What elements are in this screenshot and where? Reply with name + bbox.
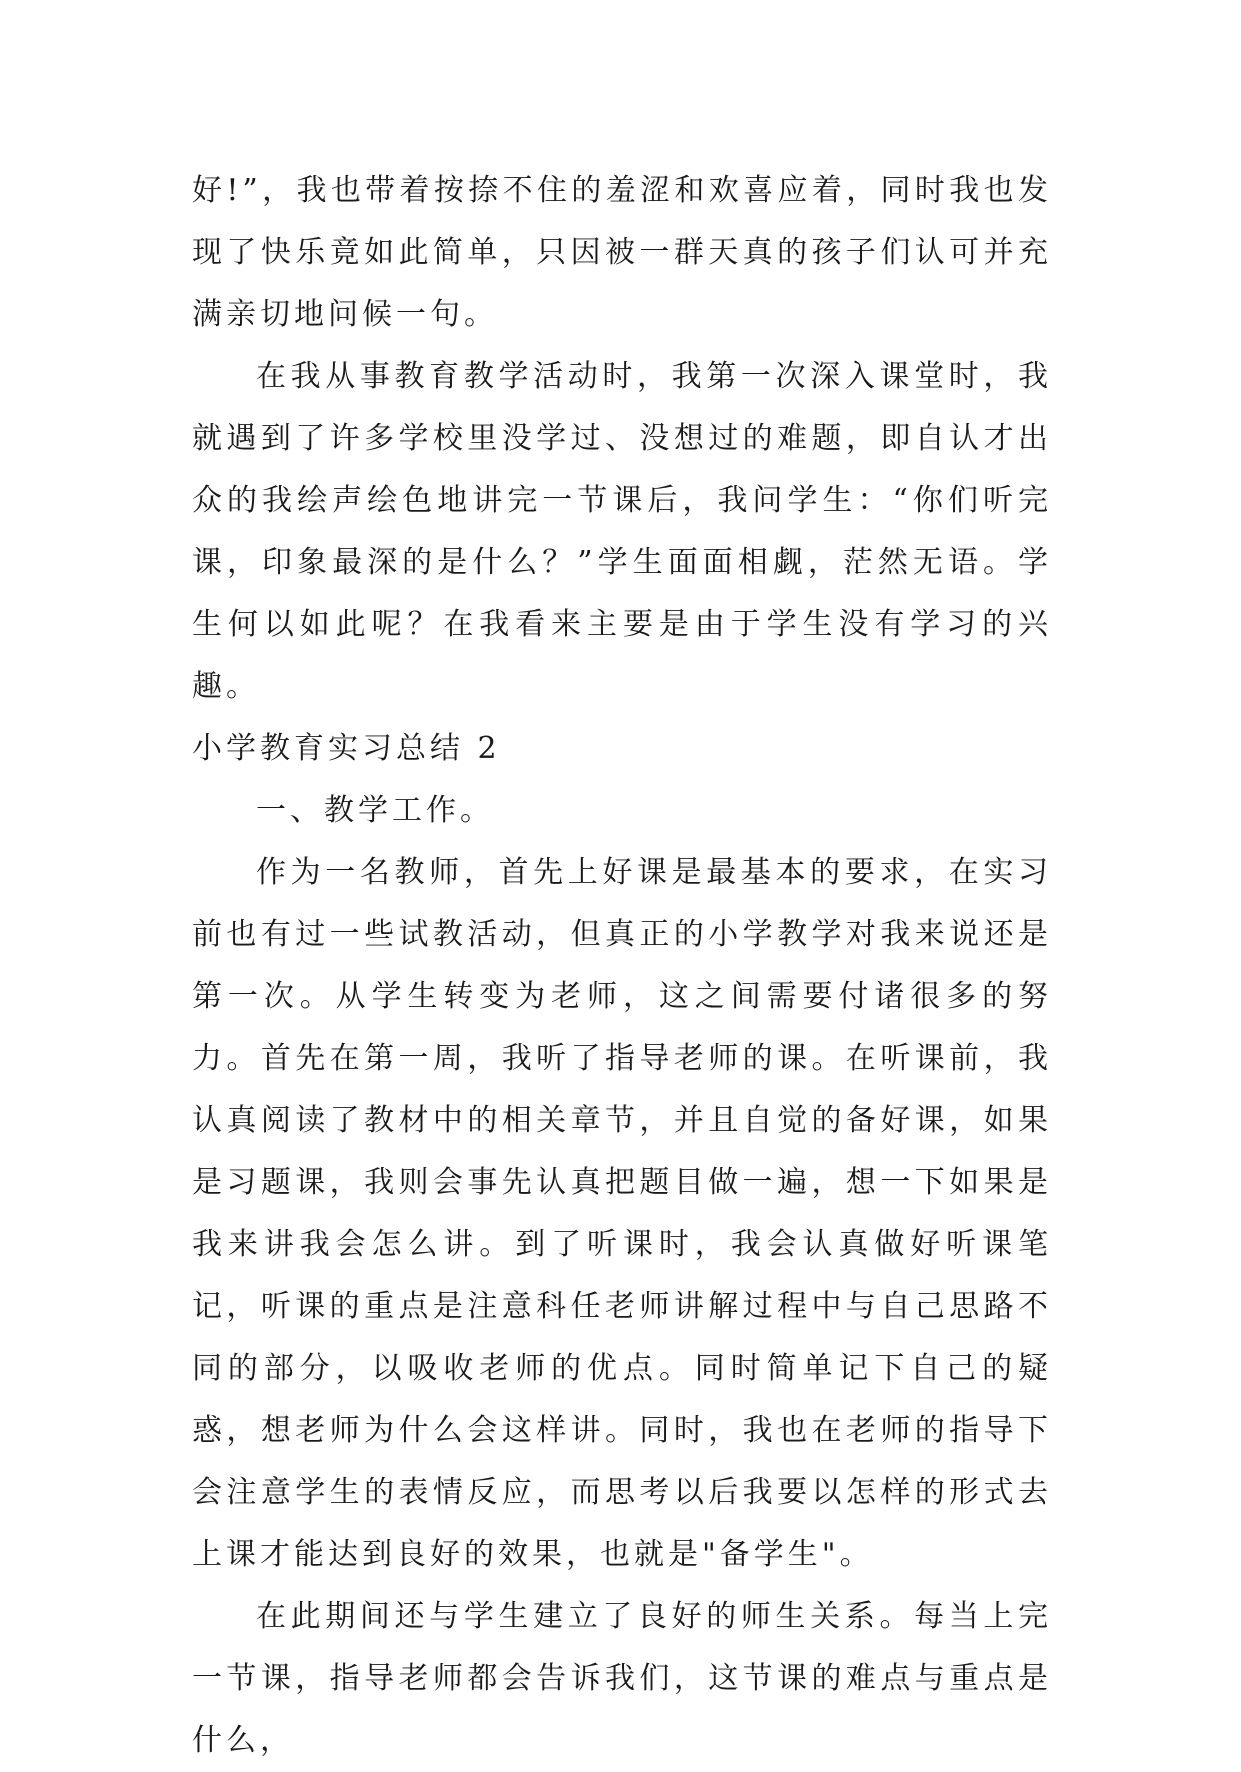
paragraph-classroom-difficulty: 在我从事教育教学活动时，我第一次深入课堂时，我就遇到了许多学校里没学过、没想过的难题，即自认才出众的我绘声绘色地讲完一节课后，我问学生：“你们听完课，印象最深的是什么？”学生面面相觑，茫然无语。学生何以如此呢？在我看来主要是由于学生没有学习的兴趣。 xyxy=(192,359,1052,704)
document-body xyxy=(192,160,1052,1772)
section-title: 小学教育实习总结 2 xyxy=(192,731,501,766)
subsection-heading-teaching-work: 一、教学工作。 xyxy=(256,793,494,828)
paragraph-continuation: 好!”，我也带着按捺不住的羞涩和欢喜应着，同时我也发现了快乐竟如此简单，只因被一群天真的孩子们认可并充满亲切地问候一句。 xyxy=(192,173,1052,332)
paragraph-teacher-student-relationship: 在此期间还与学生建立了良好的师生关系。每当上完一节课，指导老师都会告诉我们，这节课的难点与重点是什么， xyxy=(192,1599,1052,1758)
paragraph-teaching-work: 作为一名教师，首先上好课是最基本的要求，在实习前也有过一些试教活动，但真正的小学教学对我来说还是第一次。从学生转变为老师，这之间需要付诸很多的努力。首先在第一周，我听了指导老师的课。在听课前，我认真阅读了教材中的相关章节，并且自觉的备好课，如果是习题课，我则会事先认真把题目做一遍，想一下如果是我来讲我会怎么讲。到了听课时，我会认真做好听课笔记，听课的重点是注意科任老师讲解过程中与自己思路不同的部分，以吸收老师的优点。同时简单记下自己的疑惑，想老师为什么会这样讲。同时，我也在老师的指导下会注意学生的表情反应，而思考以后我要以怎样的形式去上课才能达到良好的效果，也就是"备学生"。 xyxy=(192,855,1052,1572)
